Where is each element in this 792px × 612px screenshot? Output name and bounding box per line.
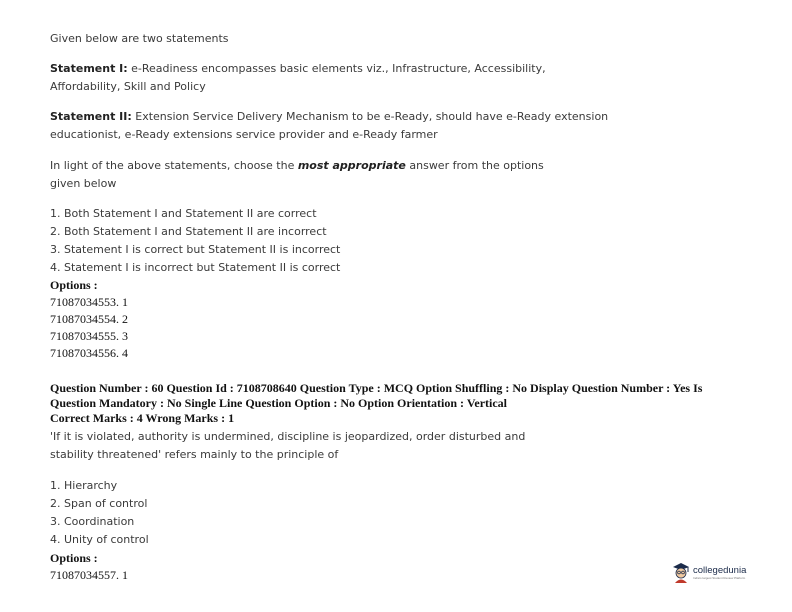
instruction-pre: In light of the above statements, choose the bbox=[50, 159, 298, 172]
list-item: 2. Both Statement I and Statement II are incorrect bbox=[50, 225, 327, 238]
option-id: 71087034557. 1 bbox=[50, 568, 128, 582]
option-id: 71087034554. 2 bbox=[50, 312, 128, 326]
list-item: 4. Statement I is incorrect but Statement II is correct bbox=[50, 261, 341, 274]
option-id: 71087034556. 4 bbox=[50, 346, 128, 360]
student-mascot-icon bbox=[672, 562, 690, 584]
collegedunia-logo bbox=[672, 560, 762, 586]
q1-intro: Given below are two statements bbox=[50, 32, 229, 45]
q2-choice-list bbox=[50, 477, 149, 549]
list-item: 3. Coordination bbox=[50, 515, 135, 528]
statement-1-text: e-Readiness encompasses basic elements viz., Infrastructure, Accessibility, Affordability, Skill and Policy bbox=[50, 62, 546, 93]
logo-wordmark bbox=[693, 566, 746, 580]
q2-meta: Question Number : 60 Question Id : 7108708640 Question Type : MCQ Option Shuffling : No Display Question Number : Yes Is Question Mandatory : No Single Line Question Option : No Option Orientation : Vertical bbox=[50, 381, 703, 410]
q2-question: 'If it is violated, authority is undermined, discipline is jeopardized, order disturbed and stability threatened' refers mainly to the principle of bbox=[50, 430, 526, 461]
q2-options-block bbox=[50, 551, 128, 583]
logo-tagline: India's largest Student Review Platform bbox=[693, 576, 746, 580]
statement-1-label: Statement I: bbox=[50, 62, 128, 75]
q1-instruction bbox=[50, 157, 555, 193]
q1-choice-list bbox=[50, 205, 340, 277]
options-label: Options : bbox=[50, 278, 98, 292]
instruction-post: answer from the options given below bbox=[50, 159, 544, 190]
logo-name: collegedunia bbox=[693, 565, 747, 576]
list-item: 4. Unity of control bbox=[50, 533, 149, 546]
instruction-emphasis: most appropriate bbox=[297, 159, 406, 172]
statement-2-text: Extension Service Delivery Mechanism to be e-Ready, should have e-Ready extension educationist, e-Ready extensions service provider and e-Ready farmer bbox=[50, 110, 609, 141]
option-id: 71087034553. 1 bbox=[50, 295, 128, 309]
q2-marks: Correct Marks : 4 Wrong Marks : 1 bbox=[50, 411, 235, 425]
list-item: 1. Hierarchy bbox=[50, 479, 118, 492]
q1-options-block bbox=[50, 278, 128, 361]
options-label: Options : bbox=[50, 551, 98, 565]
q1-statement-1 bbox=[50, 60, 610, 96]
list-item: 2. Span of control bbox=[50, 497, 148, 510]
list-item: 1. Both Statement I and Statement II are correct bbox=[50, 207, 317, 220]
list-item: 3. Statement I is correct but Statement II is incorrect bbox=[50, 243, 341, 256]
statement-2-label: Statement II: bbox=[50, 110, 132, 123]
option-id: 71087034555. 3 bbox=[50, 329, 128, 343]
q1-statement-2 bbox=[50, 108, 610, 144]
